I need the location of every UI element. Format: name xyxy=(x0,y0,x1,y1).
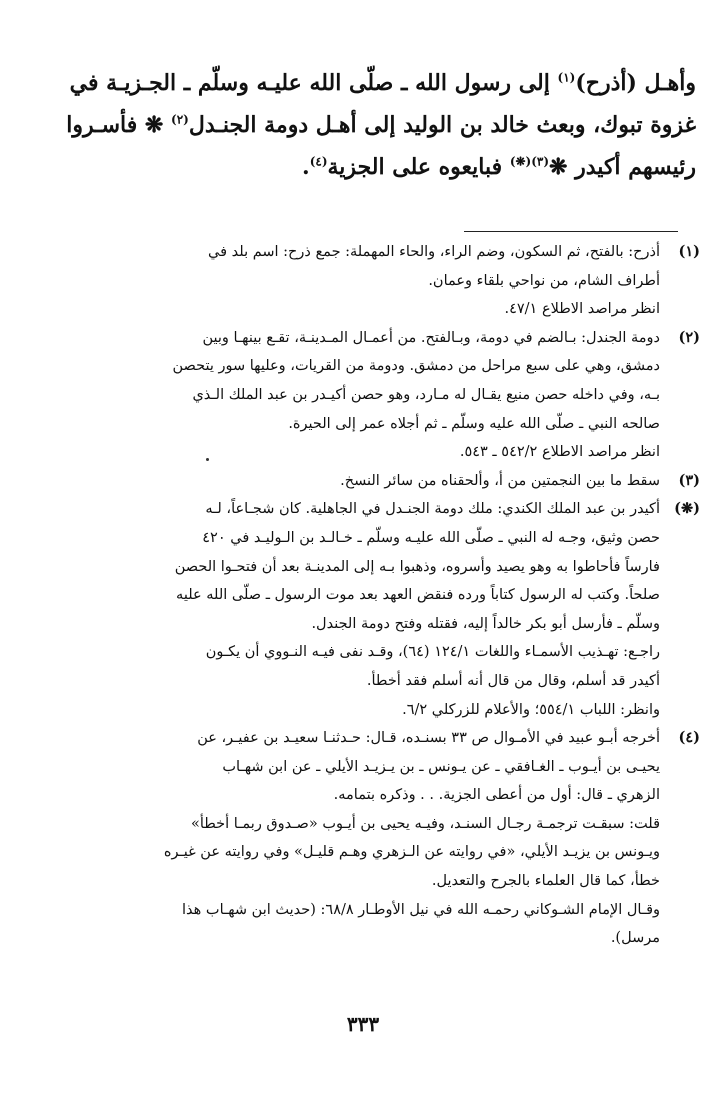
footnote-2 xyxy=(46,324,700,467)
main-line-3: رئيسهم أكيدر ❋$^{(٣)(❋)}$ فبايعوه على الجزية$^{(٤)}$. xyxy=(302,154,696,180)
footnote-line: راجـع: تهـذيب الأسمـاء واللغات ١٢٤/١ (٦٤)، وقـد نفى فيـه النـووي أن يكـون xyxy=(205,644,660,661)
footnote-line: صالحه النبي ـ صلّى الله عليه وسلّم ـ ثم أجلاه عمر إلى الحيرة. xyxy=(288,415,660,432)
footnote-ref-4: (٤) xyxy=(309,154,328,169)
footnote-body xyxy=(46,495,660,724)
footnote-number: (٣) xyxy=(678,471,700,489)
footnote-number: (٤) xyxy=(678,729,700,747)
footnote-line: أخرجه أبـو عبيد في الأمـوال ص ٣٣ بسنـده، قـال: حـدثنـا سعيـد بن عفيـر، عن xyxy=(197,730,660,747)
footnote-line: ويـونس بن يزيـد الأيلي، «في روايته عن الـزهري وهـم قليـل» وفي روايته عن غيـره xyxy=(163,844,660,861)
footnote-line: أطراف الشام، من نواحي بلقاء وعمان. xyxy=(428,272,660,289)
footnote-line: فارساً فأحاطوا به وهو يصيد وأسروه، وذهبوا بـه إلى المدينـة بعد أن فتحـوا الحصن xyxy=(174,558,660,575)
footnote-star xyxy=(46,495,700,724)
footnote-body xyxy=(46,238,660,324)
footnote-line: بـه، وفي داخله حصن منيع يقـال له مـارد، وهو حصن أكيـدر بن عبد الملك الـذي xyxy=(192,386,660,403)
footnote-line: أكيدر بن عبد الملك الكندي: ملك دومة الجنـدل في الجاهلية. كان شجـاعاً، لـه xyxy=(205,501,660,518)
footnote-ref-2: (٢) xyxy=(171,112,189,127)
footnote-line: صلحاً. وكتب له الرسول كتاباً ورده فنقض العهد بعد موت الرسول ـ صلّى الله عليه xyxy=(176,587,660,604)
footnote-4 xyxy=(46,724,700,953)
footnote-separator xyxy=(464,231,678,232)
page-number: ٣٣٣ xyxy=(346,1012,380,1036)
footnote-line: مرسل). xyxy=(610,930,660,947)
footnote-ref-1: (١) xyxy=(557,70,576,85)
footnote-line: وانظر: اللباب ٥٥٤/١؛ والأعلام للزركلي ٦/٢. xyxy=(402,701,660,718)
footnote-number: (❋) xyxy=(674,500,700,518)
main-line-1: وأهـل (أذرح)$^{(١)}$ إلى رسول الله ـ صلّى الله عليـه وسلّم ـ الجـزيـة في xyxy=(69,70,696,96)
footnote-body xyxy=(46,724,660,953)
main-line-2: غزوة تبوك، وبعث خالد بن الوليد إلى أهـل دومة الجنـدل$^{(٢)}$ ❋ فأسـروا xyxy=(66,112,696,138)
footnote-3 xyxy=(46,467,700,496)
footnote-number: (١) xyxy=(678,243,700,260)
footnote-line: سقط ما بين النجمتين من أ، وألحقناه من سائر النسخ. xyxy=(340,472,660,489)
footnote-line: قلت: سبقـت ترجمـة رجـال السنـد، وفيـه يحيى بن أيـوب «صـدوق ربمـا أخطأ» xyxy=(190,815,660,832)
footnote-line: أكيدر قد أسلم، وقال من قال أنه أسلم فقد أخطأ. xyxy=(366,672,660,689)
footnote-line: الزهري ـ قال: أول من أعطى الجزية. . . وذكره بتمامه. xyxy=(333,787,660,804)
footnote-body xyxy=(46,324,660,467)
ink-speck xyxy=(206,458,209,461)
footnote-line: أذرح: بالفتح، ثم السكون، وضم الراء، والحاء المهملة: جمع ذرح: اسم بلد في xyxy=(208,244,660,260)
footnote-line: دمشق، وهي على سبع مراحل من دمشق. ودومة من القريات، وعليها سور يتحصن xyxy=(172,358,660,375)
footnotes xyxy=(46,238,700,953)
footnote-ref-3: (٣)(❋) xyxy=(509,154,550,169)
footnote-line: وقـال الإمام الشـوكاني رحمـه الله في نيل الأوطـار ٦٨/٨: (حديث ابن شهـاب هذا xyxy=(182,901,660,918)
footnote-line: حصن وثيق، وجـه له النبي ـ صلّى الله عليـه وسلّم ـ خـالـد بن الـوليـد في ٤٢٠ xyxy=(202,529,660,546)
footnote-1 xyxy=(46,238,700,324)
footnote-line: يحيـى بن أيـوب ـ الغـافقي ـ عن يـونس ـ بن يـزيـد الأيلي ـ عن ابن شهـاب xyxy=(222,758,660,775)
footnote-line: خطأ، كما قال العلماء بالجرح والتعديل. xyxy=(431,873,660,890)
footnote-line: دومة الجندل: بـالضم في دومة، وبـالفتح. من أعمـال المـدينـة، تقـع بينهـا وبين xyxy=(202,329,660,346)
footnote-number: (٢) xyxy=(678,328,700,346)
footnote-body xyxy=(46,467,660,496)
footnote-line: انظر مراصد الاطلاع ٤٧/١. xyxy=(504,301,660,318)
footnote-line: انظر مراصد الاطلاع ٥٤٢/٢ ـ ٥٤٣. xyxy=(459,444,660,461)
footnote-line: وسلّم ـ فأرسل أبو بكر خالداً إليه، فقتله وفتح دومة الجندل. xyxy=(311,615,660,632)
main-text xyxy=(60,62,696,188)
